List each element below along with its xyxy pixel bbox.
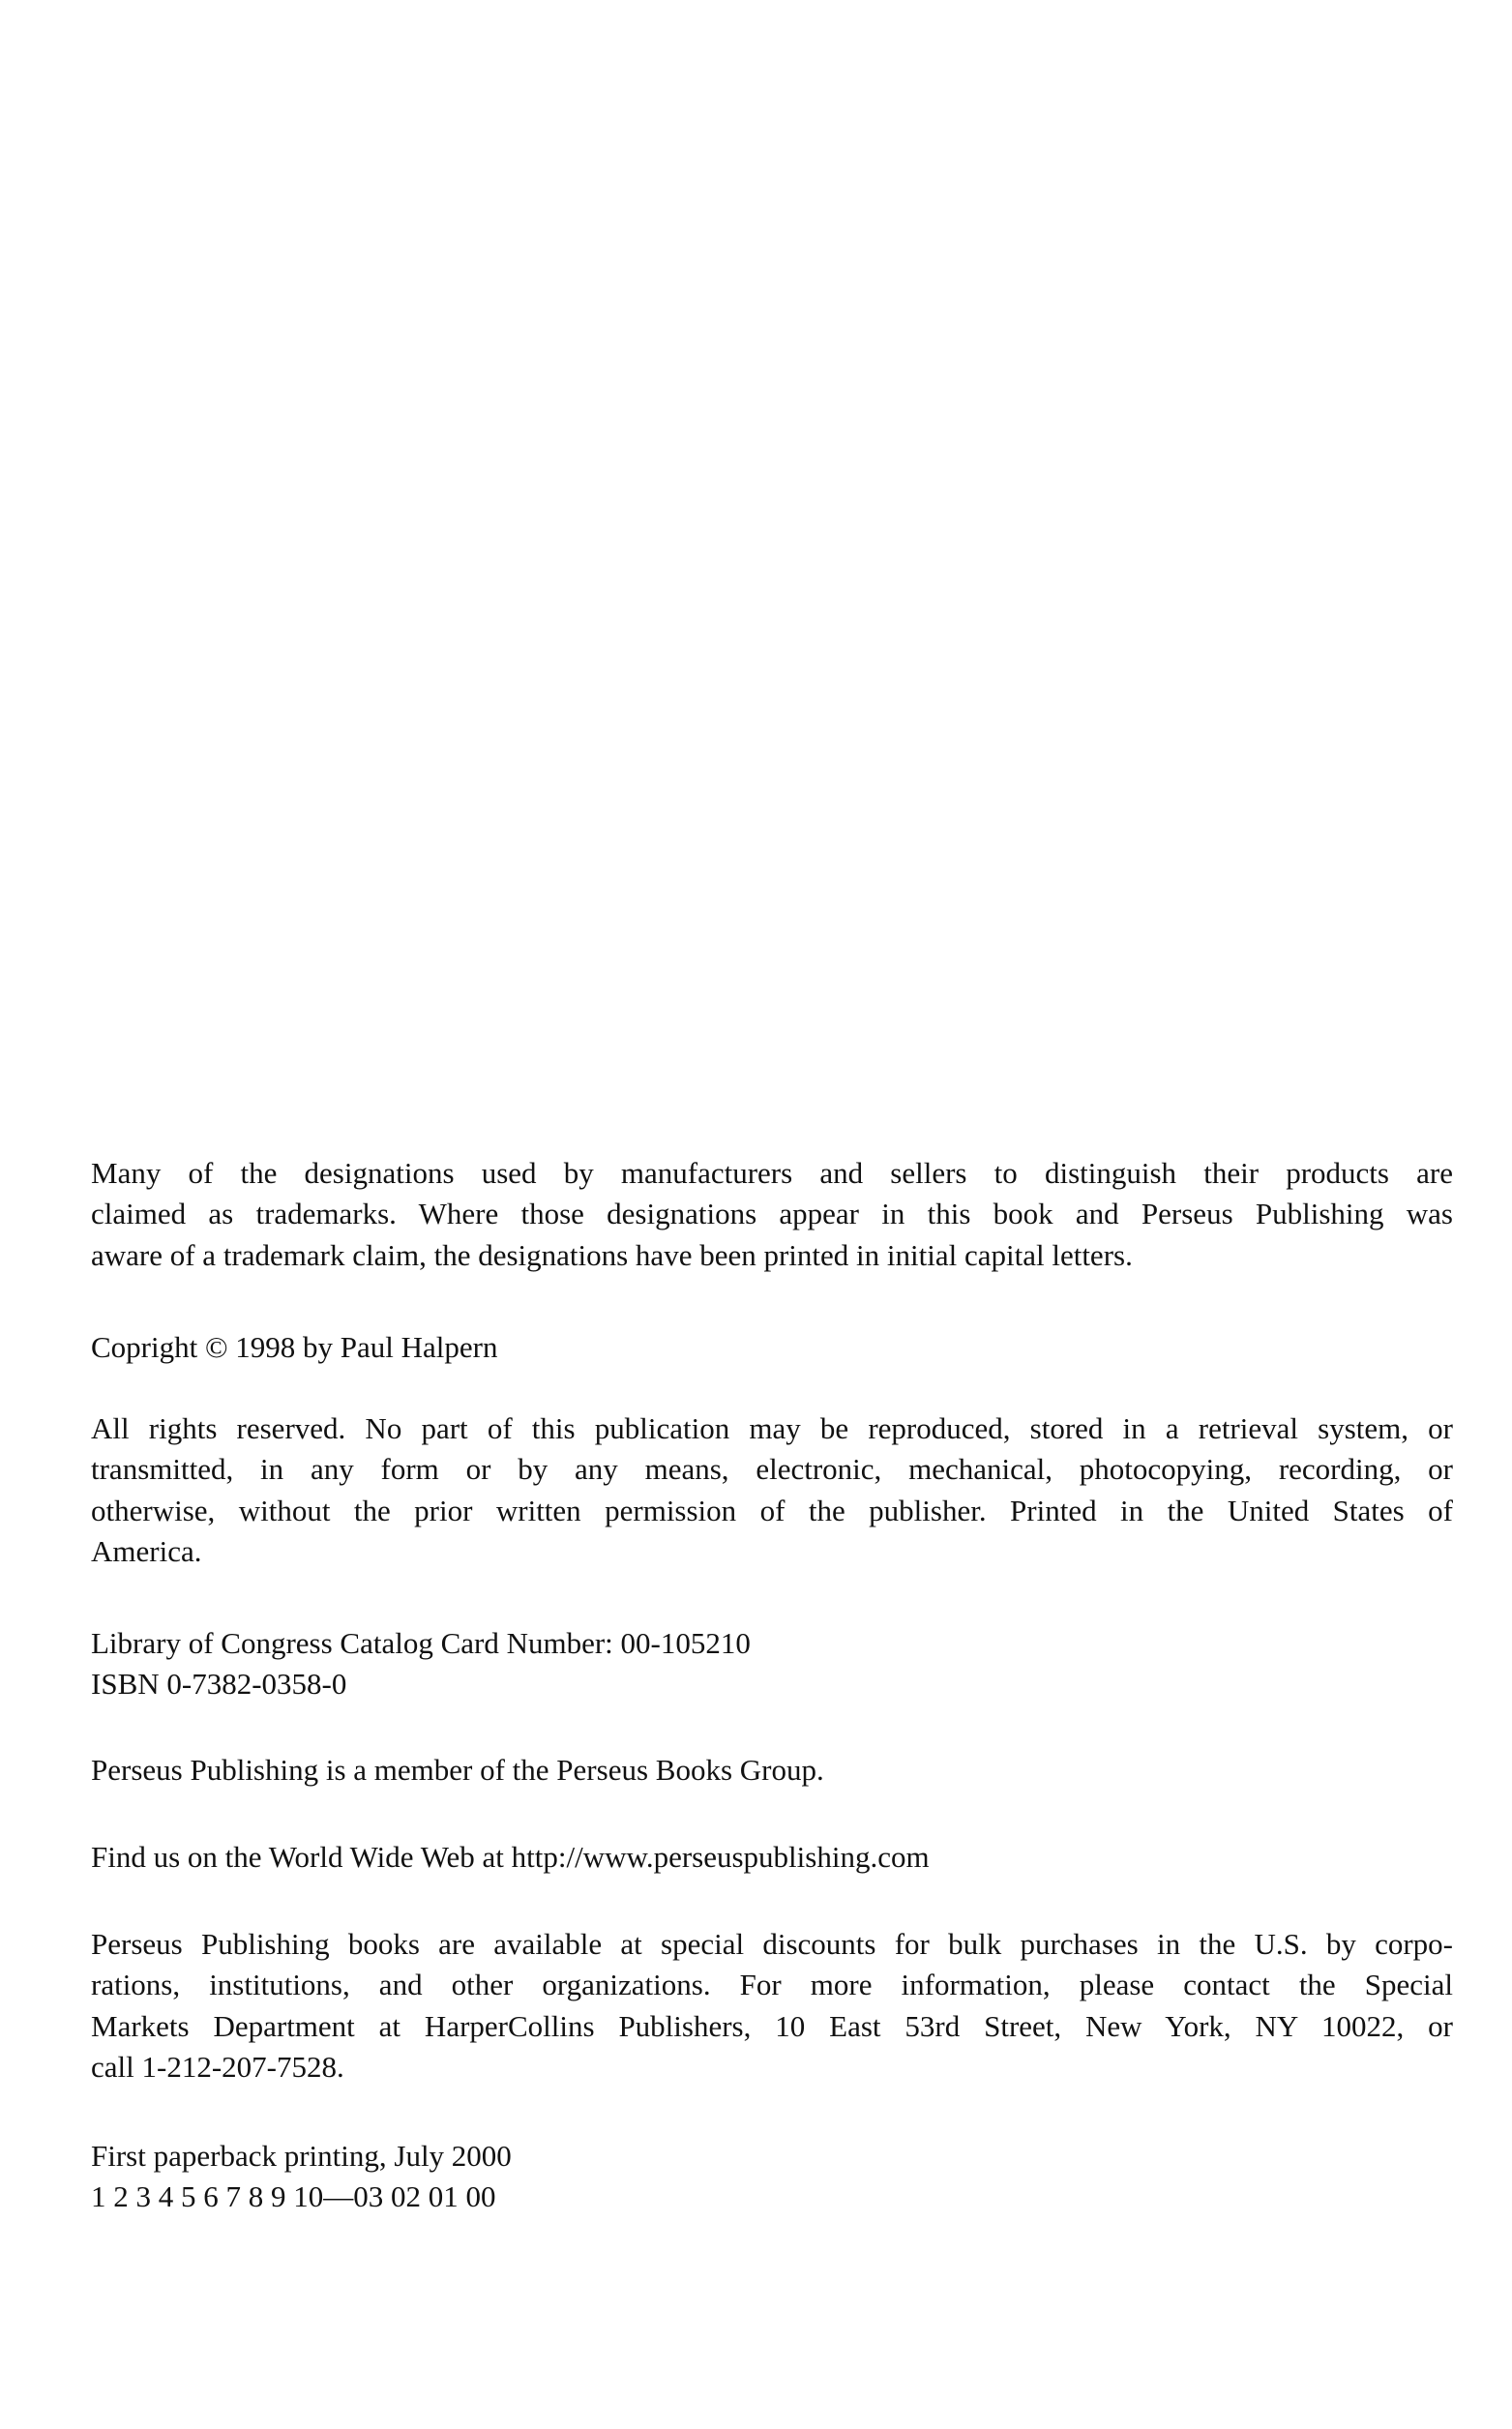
text-line: All rights reserved. No part of this publication may be reproduced, stored in a retrieval system, or bbox=[91, 1411, 1453, 1445]
copyright-line: Copright © 1998 by Paul Halpern bbox=[91, 1330, 498, 1364]
text-line: Many of the designations used by manufacturers and sellers to distinguish their products are bbox=[91, 1156, 1453, 1190]
trademark-notice bbox=[91, 1153, 1453, 1276]
text-line: call 1-212-207-7528. bbox=[91, 2049, 344, 2084]
member-notice bbox=[91, 1750, 1453, 1791]
rights-reserved bbox=[91, 1408, 1453, 1572]
text-line: Perseus Publishing books are available at special discounts for bulk purchases in the U.S. by corpo- bbox=[91, 1927, 1453, 1961]
text-line: Perseus Publishing is a member of the Perseus Books Group. bbox=[91, 1753, 824, 1787]
isbn-line: ISBN 0-7382-0358-0 bbox=[91, 1667, 347, 1702]
text-line: aware of a trademark claim, the designations have been printed in initial capital letters. bbox=[91, 1237, 1133, 1272]
bulk-purchase-notice bbox=[91, 1924, 1453, 2088]
first-printing-line: First paperback printing, July 2000 bbox=[91, 2139, 512, 2173]
text-line: Markets Department at HarperCollins Publishers, 10 East 53rd Street, New York, NY 10022, or bbox=[91, 2008, 1453, 2043]
catalog-info bbox=[91, 1623, 1453, 1705]
lccn-line: Library of Congress Catalog Card Number: 00-105210 bbox=[91, 1626, 751, 1660]
web-line: Find us on the World Wide Web at http://www.perseuspublishing.com bbox=[91, 1840, 930, 1874]
printing-numbers-line: 1 2 3 4 5 6 7 8 9 10—03 02 01 00 bbox=[91, 2179, 496, 2214]
text-line: claimed as trademarks. Where those designations appear in this book and Perseus Publishing was bbox=[91, 1197, 1453, 1231]
text-line: transmitted, in any form or by any means, electronic, mechanical, photocopying, recording, or bbox=[91, 1452, 1453, 1487]
web-notice bbox=[91, 1837, 1453, 1878]
copyright-notice bbox=[91, 1327, 1453, 1368]
printing-info bbox=[91, 2136, 1453, 2218]
text-line: otherwise, without the prior written permission of the publisher. Printed in the United States of bbox=[91, 1493, 1453, 1527]
text-line: America. bbox=[91, 1533, 202, 1568]
text-line: rations, institutions, and other organizations. For more information, please contact the Special bbox=[91, 1968, 1453, 2002]
